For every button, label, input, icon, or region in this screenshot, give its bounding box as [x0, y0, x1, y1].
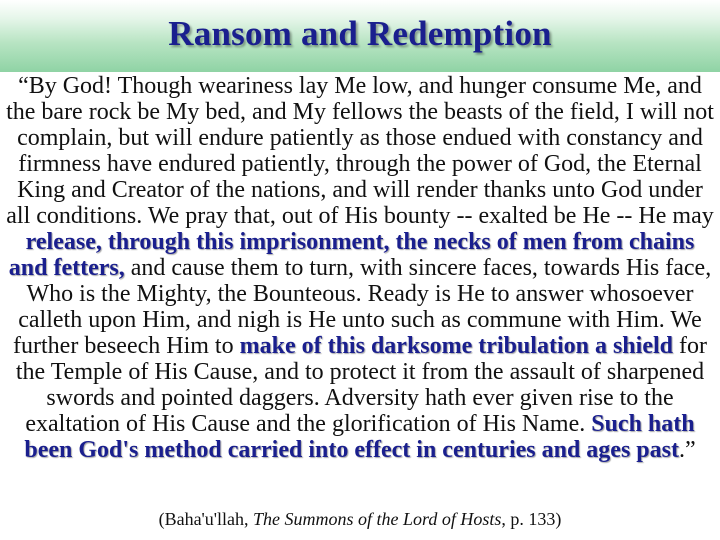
- quote-text: [4, 73, 716, 463]
- quote-highlight: release, through this imprisonment, the necks of men from chains and fetters,: [8, 229, 695, 281]
- quote-highlight: Such hath been God's method carried into effect in centuries and ages past: [24, 411, 695, 463]
- quote-segment: “By God! Though weariness lay Me low, and hunger consume Me, and the bare rock be My bed, and My fellows the beasts of the field, I will not complain, but will endure patiently as those endued with constancy and firmness have endured patiently, through the power of God, the Eternal King and Creator of the nations, and will render thanks unto God under all conditions. We pray that, out of His bounty -- exalted be He -- He may: [6, 73, 714, 229]
- citation-work: The Summons of the Lord of Hosts: [253, 509, 502, 529]
- quote-highlight: make of this darksome tribulation a shield: [239, 333, 673, 359]
- citation-author: (Baha'u'llah,: [158, 509, 254, 529]
- quote-segment: .”: [678, 437, 696, 463]
- citation: [0, 508, 720, 530]
- slide-title: Ransom and Redemption: [168, 14, 552, 53]
- quote-segment: and cause them to turn, with sincere faces, towards His face, Who is the Mighty, the Bounteous. Ready is He to answer whosoever calleth upon Him, and nigh is He unto such as commune with Him. We further beseech Him to: [13, 255, 712, 359]
- citation-page: , p. 133): [501, 509, 562, 529]
- quote-segment: for the Temple of His Cause, and to protect it from the assault of sharpened swords and pointed daggers. Adversity hath ever given rise to the exaltation of His Cause and the glorification of His Name.: [15, 333, 707, 437]
